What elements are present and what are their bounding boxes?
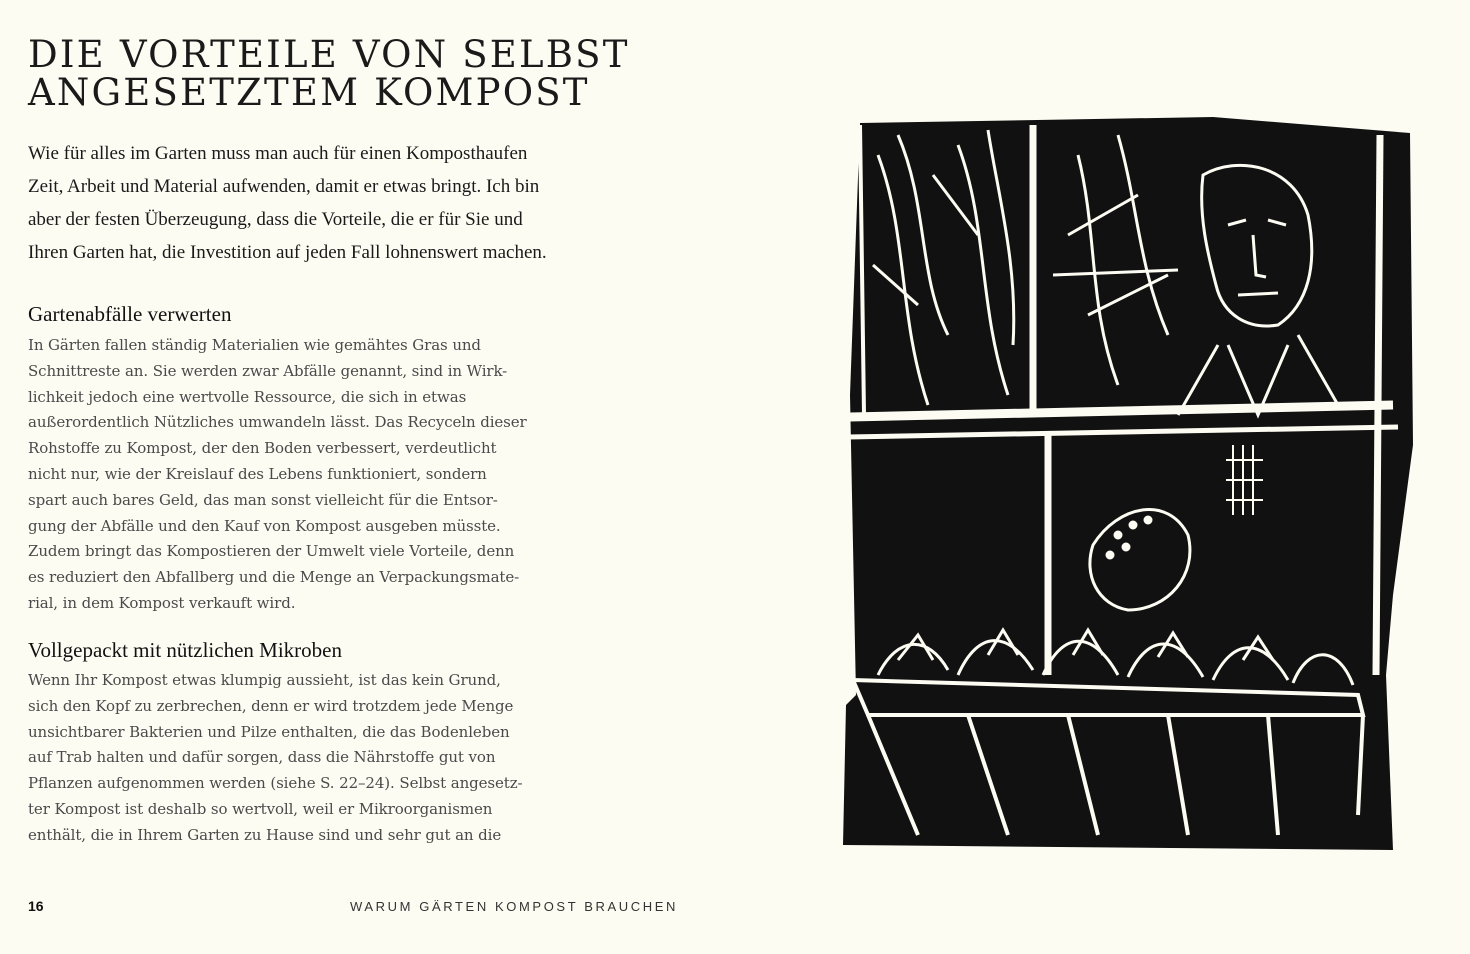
intro-line: aber der festen Überzeugung, dass die Vorteile, die er für Sie und [28,209,523,230]
body-line: es reduziert den Abfallberg und die Menge an Verpackungsmate- [28,568,520,587]
body-line: auf Trab halten und dafür sorgen, dass die Nährstoffe gut von [28,748,496,767]
body-line: In Gärten fallen ständig Materialien wie gemähtes Gras und [28,336,481,354]
intro-line: Zeit, Arbeit und Material aufwenden, damit er etwas bringt. Ich bin [28,176,540,197]
page-title [28,33,630,114]
body-line: lichkeit jedoch eine wertvolle Ressource, die sich in etwas [28,387,467,406]
running-head: WARUM GÄRTEN KOMPOST BRAUCHEN [350,899,678,914]
body-line: unsichtbarer Bakterien und Pilze enthalten, die das Bodenleben [28,722,510,741]
intro-line: Ihren Garten hat, die Investition auf jeden Fall lohnenswert machen. [28,242,547,263]
illustration-background [843,117,1413,850]
body-line: spart auch bares Geld, das man sonst vielleicht für die Entsor- [28,490,498,509]
body-line: sich den Kopf zu zerbrechen, denn er wird trotzdem jede Menge [28,696,514,715]
body-line: außerordentlich Nützliches umwandeln lässt. Das Recyceln dieser [28,413,527,432]
body-line: gung der Abfälle und den Kauf von Kompost ausgeben müsste. [28,516,501,535]
body-line: rial, in dem Kompost verkauft wird. [28,593,296,612]
page-number: 16 [28,898,44,914]
body-line: ter Kompost ist deshalb so wertvoll, weil er Mikroorganismen [28,799,493,818]
page-title-line: ANGESETZTEM KOMPOST [28,71,590,114]
body-line: Schnittreste an. Sie werden zwar Abfälle genannt, sind in Wirk- [28,361,508,380]
body-line: Wenn Ihr Kompost etwas klumpig aussieht, ist das kein Grund, [28,671,501,689]
section-heading-garden-waste: Gartenabfälle verwerten [28,302,232,326]
page-title-line: DIE VORTEILE VON SELBST [28,33,630,76]
body-line: Zudem bringt das Kompostieren der Umwelt viele Vorteile, denn [28,542,515,561]
intro-paragraph [28,137,598,269]
section-heading-microbes: Vollgepackt mit nützlichen Mikroben [28,638,342,662]
body-line: enthält, die in Ihrem Garten zu Hause sind und sehr gut an die [28,825,502,844]
intro-line: Wie für alles im Garten muss man auch für einen Komposthaufen [28,143,528,164]
body-line: Rohstoffe zu Kompost, der den Boden verbessert, verdeutlicht [28,439,497,458]
linocut-illustration [838,115,1418,855]
body-line: Pflanzen aufgenommen werden (siehe S. 22–24). Selbst angesetz- [28,774,523,793]
body-line: nicht nur, wie der Kreislauf des Lebens funktioniert, sondern [28,464,487,483]
section-body-garden-waste [28,333,538,617]
section-body-microbes [28,668,538,849]
